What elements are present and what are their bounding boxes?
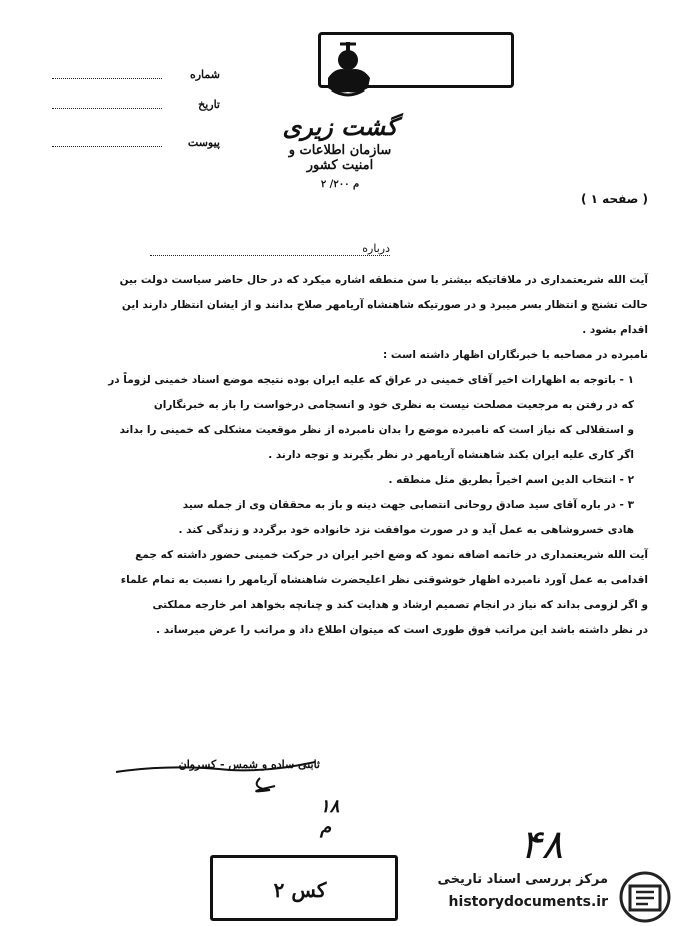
body-line: که در رفتن به مرجعیت مصلحت نیست به نظری خود و انسجامی درخواست را باز به خبرنگاران: [153, 399, 634, 411]
body-line: نامبرده در مصاحبه با خبرنگاران اظهار داشته است :: [383, 349, 648, 361]
signature-initials: ۱۸ م: [320, 796, 340, 838]
archive-watermark: [400, 866, 680, 926]
body-line: آیت الله شریعتمداری در خاتمه اضافه نمود که وضع اخیر ایران در حرکت خمینی حضور داشته که جمع: [135, 549, 648, 561]
letter-body: [36, 268, 648, 643]
body-line: حالت تشنج و انتظار بسر میبرد و در صورتیکه شاهنشاه آریامهر صلاح بدانند و از ایشان انتظار دارند این: [121, 299, 648, 311]
attachment-label: پیوست: [187, 136, 220, 149]
body-line: اقدامی به عمل آورد نامبرده اظهار خوشوقتی نظر اعلیحضرت شاهنشاه آریامهر را نسبت به تمام علماء: [120, 574, 648, 586]
body-line: هادی خسروشاهی به عمل آید و در صورت موافقت نزد خانواده خود برگردد و زندگی کند .: [178, 524, 634, 536]
attachment-line: [52, 146, 162, 147]
body-line: ۱ - باتوجه به اظهارات اخیر آقای خمینی در عراق که علیه ایران بوده نتیجه موضع اسناد خمینی لزوماً در: [108, 374, 634, 386]
page-indicator: ( صفحه ۱ ): [581, 192, 648, 206]
letterhead-code: م ۲۰۰/ ۲: [320, 179, 360, 190]
signature-text: ثابتی ساده و شمس - کسروان: [178, 758, 320, 771]
watermark-url: historydocuments.ir: [448, 894, 608, 910]
letterhead-organization: سازمان اطلاعات و امنیت کشور: [288, 143, 392, 173]
subject-line: [150, 242, 390, 256]
body-line: و استقلالی که نیاز است که نامبرده موضع را بدان نامبرده از نظر موقعیت مشکلی که خمینی را بداند: [119, 424, 634, 436]
date-line: [52, 108, 162, 109]
letterhead: [280, 112, 400, 190]
lion-and-sun-emblem-icon: [318, 38, 378, 100]
number-label: شماره: [189, 68, 220, 81]
handwritten-number: ۴۸: [520, 822, 563, 868]
body-line: اقدام بشود .: [582, 324, 648, 336]
archive-logo-icon: [616, 870, 674, 924]
body-line: و اگر لزومی بداند که نیاز در انجام تصمیم ارشاد و هدایت کند و چنانچه بخواهد امر خارجه مملکتی: [152, 599, 648, 611]
number-line: [52, 78, 162, 79]
body-line: ۲ - انتخاب الدین اسم اخیراً بطریق مثل منطقه .: [388, 474, 634, 486]
subject-label: درباره: [362, 242, 390, 255]
watermark-title: مرکز بررسی اسناد تاریخی: [437, 872, 608, 887]
bottom-stamp-text: کس ۲: [273, 878, 327, 902]
signature-scrawl-icon: [110, 750, 320, 840]
signature-area: [110, 750, 340, 840]
body-line: ۳ - در باره آقای سید صادق روحانی انتصابی جهت دینه و باز به محققان وی از جمله سید: [182, 499, 634, 511]
body-line: اگر کاری علیه ایران بکند شاهنشاه آریامهر در نظر بگیرند و توجه دارند .: [268, 449, 634, 461]
date-label: تاریخ: [198, 98, 220, 111]
body-line: در نظر داشته باشد این مراتب فوق طوری است که میتوان اطلاع داد و مراتب را عرض میرساند .: [156, 624, 648, 636]
letterhead-title: گشت زیری: [282, 112, 398, 141]
body-line: آیت الله شریعتمداری در ملاقاتیکه بیشتر با سن منطقه اشاره میکرد که در حال حاضر سیاست دولت بین: [119, 274, 648, 286]
